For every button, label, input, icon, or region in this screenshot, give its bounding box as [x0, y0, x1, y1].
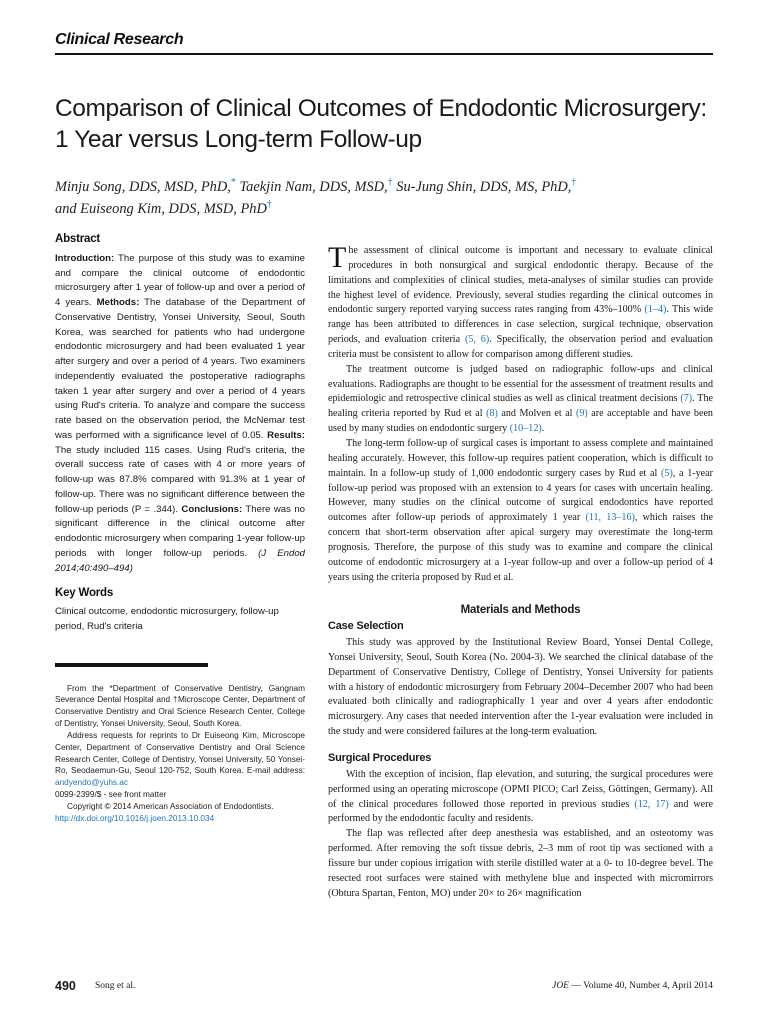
reprint-address	[55, 730, 305, 789]
reference-link[interactable]: (1–4)	[644, 304, 667, 316]
keywords-heading: Key Words	[55, 587, 114, 600]
body-text: The long-term follow-up of surgical cases is important to assess complete and maintained healing accurately. However, this follow-up requires patient cooperation, which is difficult to maintain. In a follow-up study of 1,000 endodontic surgery cases by Rud et al	[328, 437, 713, 479]
author-name: Taekjin Nam, DDS, MSD,	[239, 178, 388, 195]
doi-link[interactable]: http://dx.doi.org/10.1016/j.joen.2013.10.034	[55, 813, 215, 823]
body-text: and were performed by the endodontic faculty and residents.	[328, 798, 713, 825]
affiliation-mark[interactable]: †	[387, 177, 393, 188]
body-text: The treatment outcome is judged based on radiographic follow-ups and clinical evaluations. Radiographs are thought to be essential for the assessment of treatment results and epidemiologic and retrospective clinical studies as well as clinical treatment decisions	[328, 363, 713, 405]
reference-link[interactable]: (5, 6)	[464, 334, 490, 346]
body-text: and Molven et al	[497, 408, 576, 420]
author-list	[55, 174, 715, 219]
reference-link[interactable]: (11, 13–16)	[585, 512, 635, 524]
reference-link[interactable]: (9)	[576, 408, 588, 420]
body-text: , a 1-year follow-up period was proposed with an extension to 4 years for cases with uncertain healing. However, many studies on the clinical outcome of surgical endodontics have reported outcomes after follow-up periods of approximately 1 year	[328, 467, 713, 524]
drop-cap: T	[328, 241, 347, 274]
affiliation-text: From the *Department of Conservative Dentistry, Gangnam Severance Dental Hospital and †Microscope Center, Department of Conservative Dentistry and Oral Science Research Center, College of Dentistry, Yonsei University, Seoul, South Korea.	[55, 683, 305, 729]
body-text: . The healing criteria reported by Rud et al	[328, 393, 713, 420]
copyright-line: Copyright © 2014 American Association of Endodontists.	[67, 801, 274, 811]
affiliation-mark[interactable]: †	[571, 177, 577, 188]
author-name: Minju Song, DDS, MSD, PhD,	[55, 178, 231, 195]
email-link[interactable]: andyendo@yuhs.ac	[55, 778, 129, 788]
article-title: Comparison of Clinical Outcomes of Endodontic Microsurgery: 1 Year versus Long-term Follow-up	[55, 95, 707, 153]
body-text: he assessment of clinical outcome is important and necessary to evaluate clinical procedures in both nonsurgical and surgical endodontic therapy. Because of the limitations and complexities of clinical studies, meta-analyses of similar studies can provide the highest level of evidence. Previously, several studies regarding the clinical outcomes in endodontic surgery reported varying success rates ranging from 43%–100%	[328, 245, 713, 316]
methods-heading: Materials and Methods	[460, 604, 581, 617]
reference-link[interactable]: (8)	[486, 408, 498, 420]
author-name: Su-Jung Shin, DDS, MS, PhD,	[396, 178, 572, 195]
results-label: Results:	[267, 429, 305, 441]
reprint-text: Address requests for reprints to Dr Euiseong Kim, Microscope Center, Department of Conservative Dentistry and Oral Science Research Center, College of Dentistry, Yonsei University, 50 Yonsei-Ro, Seodaemun-Gu, Seoul 120-752, South Korea. E-mail address:	[55, 730, 305, 776]
left-column	[55, 232, 305, 825]
reference-link[interactable]: (12, 17)	[634, 798, 669, 810]
reference-link[interactable]: (7)	[680, 393, 693, 405]
body-text: . Specifically, the observation period and evaluation criteria must be consistent to allow for comparison among different studies.	[328, 334, 713, 360]
surgical-procedures-heading: Surgical Procedures	[328, 752, 432, 764]
affiliation-rule	[55, 663, 208, 667]
conclusions-label: Conclusions:	[181, 503, 243, 515]
journal-info	[552, 981, 713, 991]
citation: (J Endod 2014;40:490–494)	[55, 547, 305, 574]
author-name: and Euiseong Kim, DDS, MSD, PhD	[55, 201, 267, 218]
body-text: .	[541, 423, 545, 435]
body-text: . This wide range has been attributed to differences in case selection, surgical technique, observation periods, and evaluation criteria	[328, 304, 713, 346]
abstract-heading: Abstract	[55, 233, 101, 245]
case-selection-heading: Case Selection	[328, 620, 404, 633]
journal-abbrev: JOE	[552, 981, 569, 991]
affiliation-mark[interactable]: †	[266, 199, 272, 211]
case-selection-paragraph: This study was approved by the Institutional Review Board, Yonsei Dental College, Yonsei University, Seoul, South Korea (No. 2004-3). We searched the clinical database of the Department of Conservative Dentistry, College of Dentistry, Yonsei University for patients with a history of endodontic microsurgery from February 2004–December 2007 who had been evaluated both clinically and radiographically 1 year and over 4 years after endodontic microsurgery. Any cases that needed intervention after the 1-year evaluation were included in the study and were considered failures at the long-term evaluation.	[328, 637, 713, 738]
section-label: Clinical Research	[55, 31, 184, 48]
reference-link[interactable]: (5)	[661, 467, 673, 479]
issue-info: — Volume 40, Number 4, April 2014	[569, 981, 713, 991]
reference-link[interactable]: (10–12)	[509, 423, 542, 435]
page-number: 490	[55, 979, 76, 993]
body-text: are acceptable and have been used by many studies on endodontic surgery	[328, 408, 713, 435]
body-column	[328, 241, 713, 901]
abstract-text	[55, 252, 305, 577]
header-rule	[55, 53, 713, 55]
surgical-paragraph: The flap was reflected after deep anesthesia was established, and an osteotomy was performed. After removing the soft tissue debris, 2–3 mm of root tip was sectioned with a fissure bur under copious irrigation with sterile distilled water at a 0- to 10-degree bevel. The resected root surfaces were stained with methylene blue and inspected with micromirrors (Obtura Spartan, Fenton, MO) under 20× to 26× magnification	[328, 828, 713, 899]
intro-paragraph	[328, 363, 713, 437]
intro-label: Introduction:	[55, 252, 115, 264]
intro-paragraph	[328, 241, 713, 363]
body-text: , which raises the concern that short-term observation after apical surgery may overestimate the long-term prognosis. Therefore, the purpose of this study was to examine and compare the clinical outcome of endodontic microsurgery at a 1-year follow-up and over a follow-up period of 4 years using the criteria proposed by Rud et al.	[328, 512, 713, 583]
keywords-text: Clinical outcome, endodontic microsurgery, follow-up period, Rud's criteria	[55, 606, 279, 632]
results-text: The study included 115 cases. Using Rud's criteria, the overall success rate of cases with 4 or more years of follow-up was 87.8% compared with 91.3% at 1 year of follow-up. There was no significant difference between the follow-up periods (P = .344).	[55, 444, 305, 515]
methods-text: The database of the Department of Conservative Dentistry, Yonsei University, Seoul, South Korea, was searched for patients who had undergone endodontic microsurgery and had been evaluated 1 year after surgery and over a period of 4 years. Two examiners independently evaluated the postoperative radiographs taken 1 year after surgery and over a period of 4 years using Rud's criteria. To analyze and compare the success rate based on the observation period, the McNemar test was performed with a significance level of 0.05.	[55, 297, 305, 441]
affiliation-mark[interactable]: *	[230, 177, 236, 188]
surgical-paragraph	[328, 768, 713, 827]
conclusions-text: There was no significant difference in the clinical outcome after endodontic microsurgery when comparing 1-year follow-up periods with longer follow-up periods.	[55, 503, 306, 559]
issn-line: 0099-2399/$ - see front matter	[55, 790, 167, 800]
affiliation-block	[55, 683, 305, 825]
running-author: Song et al.	[95, 981, 136, 991]
body-text: With the exception of incision, flap elevation, and suturing, the surgical procedures were performed using an operating microscope (OPMI PICO; Carl Zeiss, Göttingen, Germany). All of the clinical procedures followed those reported in previous studies	[328, 768, 713, 810]
intro-text: The purpose of this study was to examine and compare the clinical outcome of endodontic microsurgery after 1 year of follow-up and over a period of 4 years.	[55, 252, 305, 308]
intro-paragraph	[328, 437, 713, 585]
methods-label: Methods:	[96, 297, 140, 308]
